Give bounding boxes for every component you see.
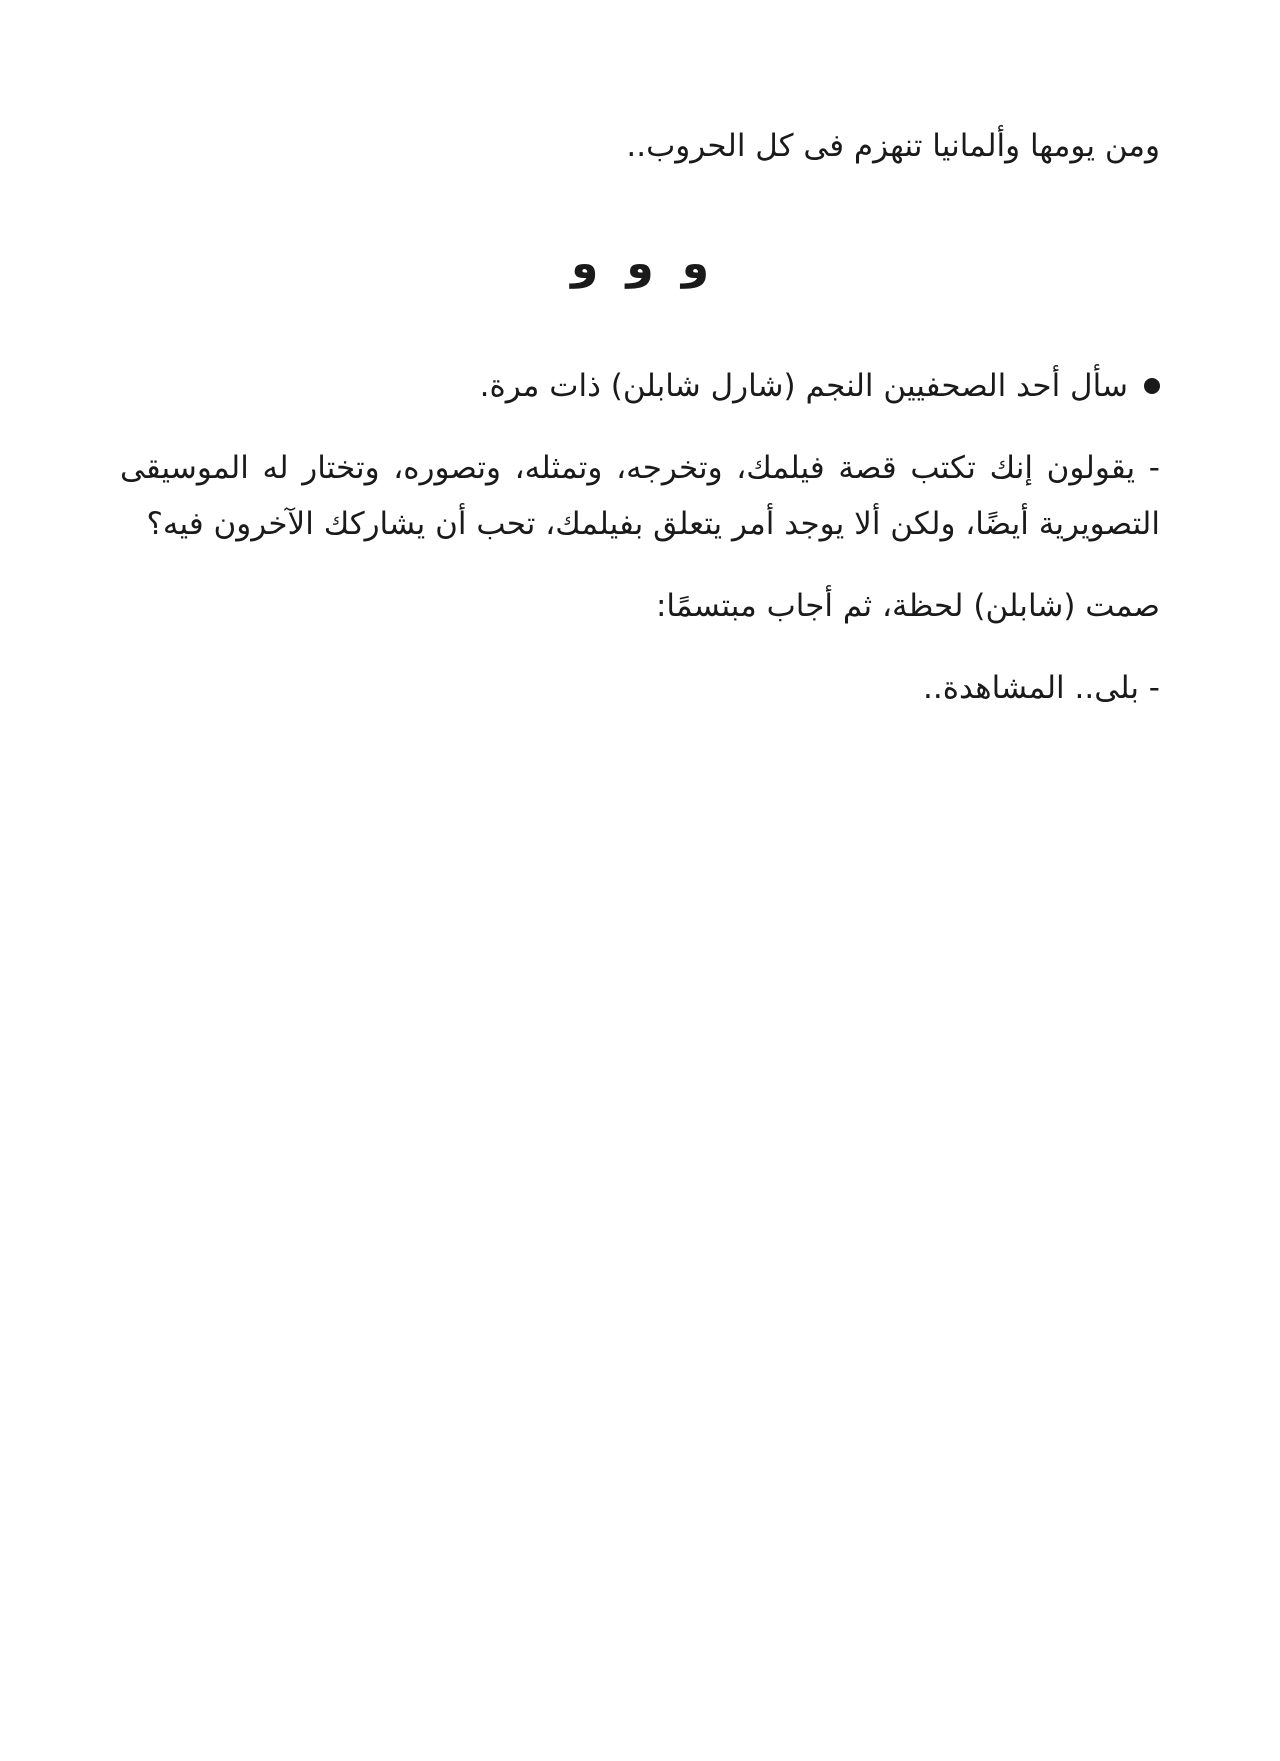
separator-glyph-3: و [570,238,599,289]
paragraph-5: - بلى.. المشاهدة.. [923,670,1160,706]
paragraph-2: سأل أحد الصحفيين النجم (شارل شابلن) ذات مرة. [479,368,1128,404]
page-content [120,118,1160,716]
paragraph-3: - يقولون إنك تكتب قصة فيلمك، وتخرجه، وتمثله، وتصوره، وتختار له الموسيقى التصويرية أيضًا، ولكن ألا يوجد أمر يتعلق بفيلمك، تحب أن يشاركك الآخرون فيه؟ [120,450,1160,542]
bullet-icon [1144,378,1160,394]
separator-glyph-2: و [626,238,654,289]
paragraph-4: صمت (شابلن) لحظة، ثم أجاب مبتسمًا: [655,588,1160,624]
paragraph-1: ومن يومها وألمانيا تنهزم فى كل الحروب.. [626,128,1160,164]
separator-glyph-1: و [681,238,710,289]
bullet-paragraph [120,358,1160,414]
section-separator [120,238,1160,289]
